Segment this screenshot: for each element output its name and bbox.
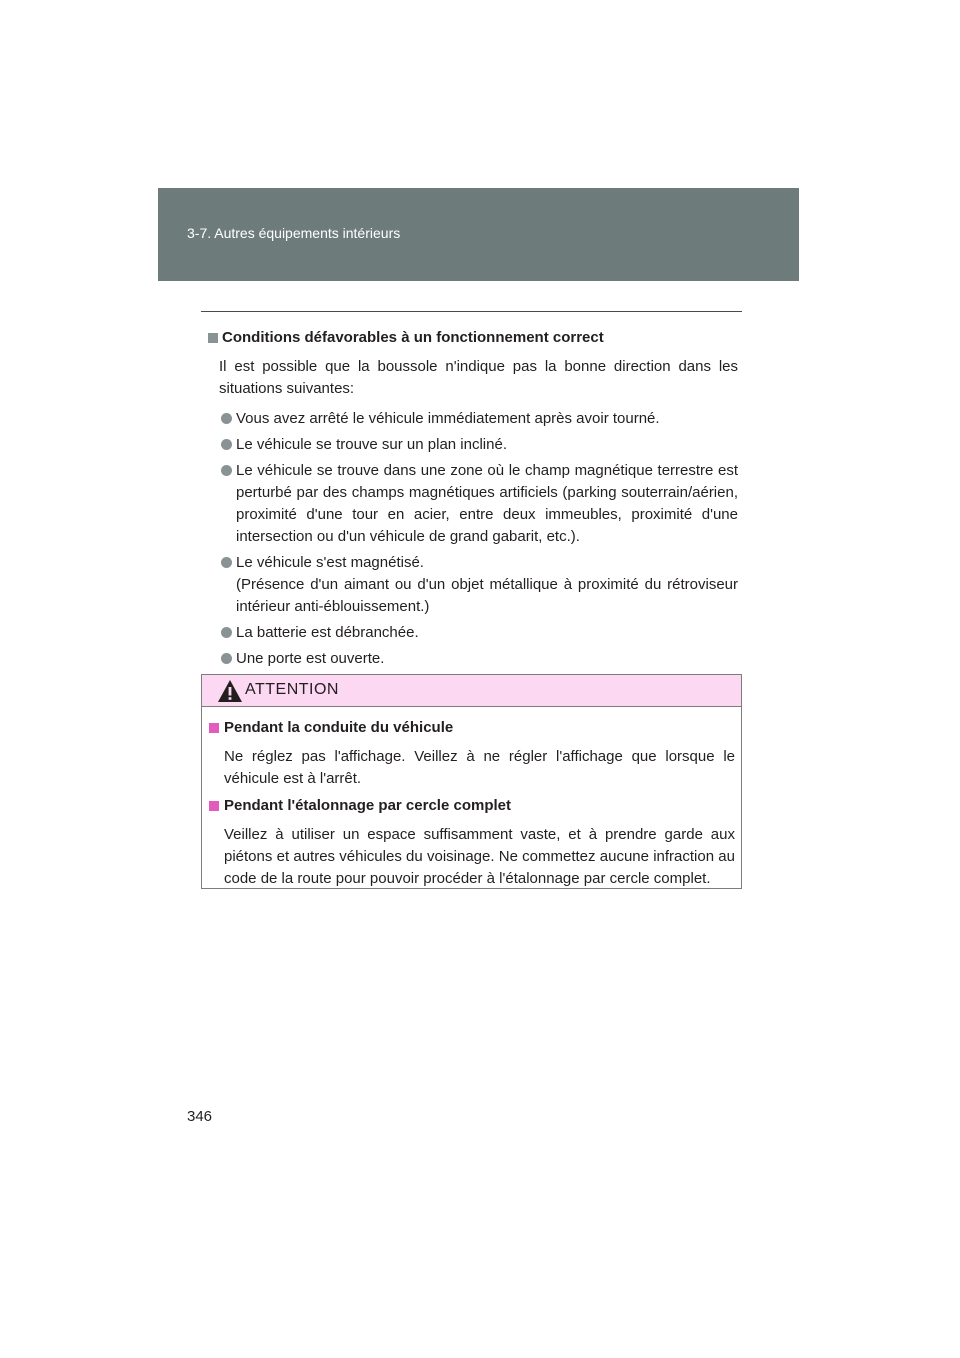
list-item — [208, 434, 738, 456]
warning-title: ATTENTION — [245, 681, 339, 698]
list-item-text: La batterie est débranchée. — [236, 624, 419, 641]
warning-paragraph: Veillez à utiliser un espace suffisamment vaste, et à prendre garde aux piétons et autres véhicules du voisinage. Ne commettez aucune infraction au code de la route pour pouvoir procéder à l'étalonnage par cercle complet. — [224, 826, 735, 887]
circle-bullet-icon — [221, 653, 232, 664]
circle-bullet-icon — [221, 465, 232, 476]
list-item-text: Le véhicule se trouve sur un plan incliné. — [236, 436, 507, 453]
section-title: 3-7. Autres équipements intérieurs — [187, 225, 401, 241]
warning-body — [209, 718, 735, 896]
square-bullet-icon — [209, 723, 219, 733]
list-item — [208, 648, 738, 670]
list-item — [208, 622, 738, 644]
page-number: 346 — [187, 1108, 213, 1125]
warning-box — [201, 674, 742, 889]
list-item — [208, 408, 738, 430]
divider — [201, 311, 742, 312]
circle-bullet-icon — [221, 413, 232, 424]
warning-heading-text: Pendant la conduite du véhicule — [224, 719, 454, 736]
section-header-band — [158, 188, 799, 281]
list-item-text: Une porte est ouverte. — [236, 650, 385, 667]
warning-header — [202, 675, 741, 707]
list-item-text: Le véhicule s'est magnétisé. — [236, 554, 424, 571]
section-heading-text: Conditions défavorables à un fonctionnement correct — [222, 329, 604, 346]
section-heading — [208, 328, 738, 348]
list-item-text: Vous avez arrêté le véhicule immédiatement après avoir tourné. — [236, 410, 660, 427]
warning-paragraph: Ne réglez pas l'affichage. Veillez à ne régler l'affichage que lorsque le véhicule est à l'arrêt. — [224, 748, 735, 787]
warning-section-heading — [209, 718, 735, 738]
warning-heading-text: Pendant l'étalonnage par cercle complet — [224, 797, 511, 814]
warning-triangle-icon — [217, 679, 243, 703]
list-item — [208, 552, 738, 618]
square-bullet-icon — [209, 801, 219, 811]
intro-paragraph: Il est possible que la boussole n'indique pas la bonne direction dans les situations suivantes: — [219, 358, 738, 397]
circle-bullet-icon — [221, 557, 232, 568]
list-item — [208, 460, 738, 548]
list-item-text: (Présence d'un aimant ou d'un objet métallique à proximité du rétroviseur intérieur anti-éblouissement.) — [236, 576, 738, 615]
main-content — [208, 328, 738, 674]
warning-section-heading — [209, 796, 735, 816]
circle-bullet-icon — [221, 439, 232, 450]
list-item-text: Le véhicule se trouve dans une zone où le champ magnétique terrestre est perturbé par des champs magnétiques artificiels (parking souterrain/aérien, proximité d'une tour en acier, entre deux immeubles, proximité d'une intersection ou d'un véhicule de grand gabarit, etc.). — [236, 462, 738, 545]
square-bullet-icon — [208, 333, 218, 343]
circle-bullet-icon — [221, 627, 232, 638]
